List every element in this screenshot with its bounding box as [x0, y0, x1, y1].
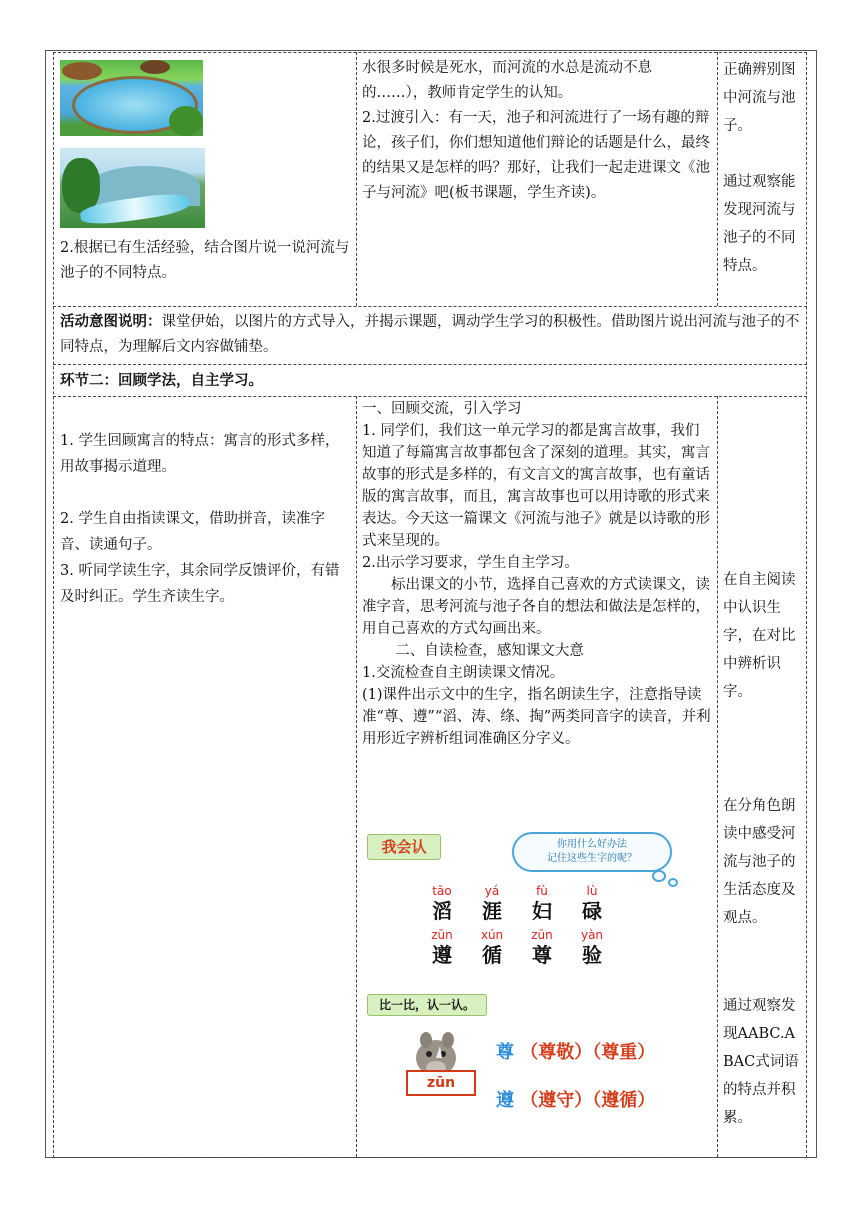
paragraph: 水很多时候是死水，而河流的水总是流动不息的……），教师肯定学生的认知。	[362, 60, 652, 101]
pinyin: fù	[536, 884, 548, 898]
paragraph: 标出课文的小节，选择自己喜欢的方式读课文，读准字音，思考河流与池子各自的想法和做法是怎样的，用自己喜欢的方式勾画出来。	[362, 577, 710, 637]
col-divider	[356, 52, 357, 306]
pinyin: tāo	[432, 884, 452, 898]
cloud-text: 你用什么好办法 记住这些生字的呢？	[547, 839, 637, 864]
col-divider	[356, 396, 357, 1157]
row-divider	[53, 396, 807, 397]
pinyin: yàn	[580, 928, 604, 942]
cloud-dot	[668, 878, 678, 887]
table-top-line	[53, 52, 807, 53]
row2-right-note: 在分角色朗读中感受河流与池子的生活态度及观点。	[723, 798, 796, 926]
hanzi: 遵	[432, 943, 452, 967]
compare-card	[362, 990, 702, 1130]
character-item	[422, 884, 462, 924]
paragraph: 通过观察能发现河流与池子的不同特点。	[723, 174, 796, 274]
subheading: 二、自读检查，感知课文大意	[395, 643, 584, 659]
row2-right-note: 通过观察发现AABC.ABAC式词语的特点并积累。	[723, 998, 799, 1126]
pond-picture	[60, 60, 203, 136]
pinyin: xún	[480, 928, 504, 942]
paragraph: 1. 同学们，我们这一单元学习的都是寓言故事，我们知道了每篇寓言故事都包含了深刻的道理。其实，寓言故事的形式是多样的，有文言文的寓言故事，也有童话版的寓言故事，而且，寓言故事也可以用诗歌的形式来表达。今天这一篇课文《河流与池子》就是以诗歌的形式来呈现的。	[362, 423, 710, 549]
compare-word: （遵守）	[520, 1090, 593, 1111]
compare-row	[496, 1038, 655, 1064]
hanzi: 涯	[482, 899, 502, 923]
character-item	[472, 928, 512, 968]
paragraph: 正确辨别图中河流与池子。	[723, 62, 796, 134]
compare-word: （遵循）	[592, 1090, 656, 1111]
subheading: 一、回顾交流，引入学习	[362, 401, 522, 417]
pinyin: lù	[586, 884, 598, 898]
character-item	[522, 884, 562, 924]
row1-middle-text	[362, 56, 712, 206]
character-item	[572, 884, 612, 924]
compare-char: 遵	[496, 1090, 514, 1111]
pinyin: zūn	[431, 928, 453, 942]
paragraph: 1.交流检查自主朗读课文情况。	[362, 665, 565, 681]
hanzi: 妇	[532, 899, 552, 923]
hanzi: 循	[482, 943, 502, 967]
row2-middle-text	[362, 398, 712, 750]
hanzi: 滔	[432, 899, 452, 923]
compare-word: （尊敬）	[520, 1042, 593, 1063]
row2-left-text	[60, 428, 352, 610]
hanzi: 验	[582, 943, 602, 967]
table-bottom-line	[53, 1157, 807, 1158]
pinyin: yá	[484, 884, 500, 898]
river-picture	[60, 148, 205, 228]
character-item	[522, 928, 562, 968]
intent-label: 活动意图说明：	[60, 313, 162, 330]
paragraph: 2.过渡引入：有一天，池子和河流进行了一场有趣的辩论，孩子们，你们想知道他们辩论的话题是什么，最终的结果又是怎样的吗？那好，让我们一起走进课文《池子与河流》吧(板书课题，学生齐读)。	[362, 110, 710, 201]
hanzi: 尊	[532, 943, 552, 967]
compare-word: （尊重）	[592, 1042, 656, 1063]
table-right-line	[806, 52, 807, 1158]
hanzi: 碌	[582, 899, 602, 923]
row1-left-caption: 2.根据已有生活经验，结合图片说一说河流与池子的不同特点。	[60, 240, 350, 281]
row2-right-note: 在自主阅读中认识生字，在对比中辨析识字。	[723, 572, 796, 700]
paragraph: 2. 学生自由指读课文，借助拼音，读准字音、读通句子。	[60, 511, 325, 553]
col-divider	[717, 52, 718, 306]
section-title: 环节二：回顾学法，自主学习。	[60, 372, 263, 389]
row-divider	[53, 306, 807, 307]
col-divider	[717, 396, 718, 1157]
compare-char: 尊	[496, 1042, 514, 1063]
paragraph: (1)课件出示文中的生字，指名朗读生字，注意指导读准“尊、遵”“滔、涛、绦、掏”两类同音字的读音，并利用形近字辨析组词准确区分字义。	[362, 687, 711, 747]
row-divider	[53, 364, 807, 365]
row1-right-text	[723, 56, 801, 280]
pinyin-label: zūn	[406, 1070, 476, 1096]
paragraph: 1. 学生回顾寓言的特点：寓言的形式多样，用故事揭示道理。	[60, 433, 340, 475]
character-item	[472, 884, 512, 924]
speech-cloud	[512, 832, 672, 872]
learn-tag: 我会认	[367, 834, 441, 860]
new-characters-card	[362, 826, 702, 986]
character-item	[572, 928, 612, 968]
compare-row	[496, 1086, 655, 1112]
intent-note	[60, 309, 802, 360]
intent-text: 课堂伊始，以图片的方式导入，并揭示课题，调动学生学习的积极性。借助图片说出河流与池子的不同特点，为理解后文内容做铺垫。	[60, 314, 800, 355]
cloud-dot	[652, 870, 666, 882]
paragraph: 2.出示学习要求，学生自主学习。	[362, 555, 579, 571]
character-item	[422, 928, 462, 968]
compare-tag: 比一比，认一认。	[367, 994, 487, 1016]
paragraph: 3. 听同学读生字，其余同学反馈评价，有错及时纠正。学生齐读生字。	[60, 563, 340, 605]
table-left-line	[53, 52, 54, 1158]
pinyin: zūn	[531, 928, 553, 942]
